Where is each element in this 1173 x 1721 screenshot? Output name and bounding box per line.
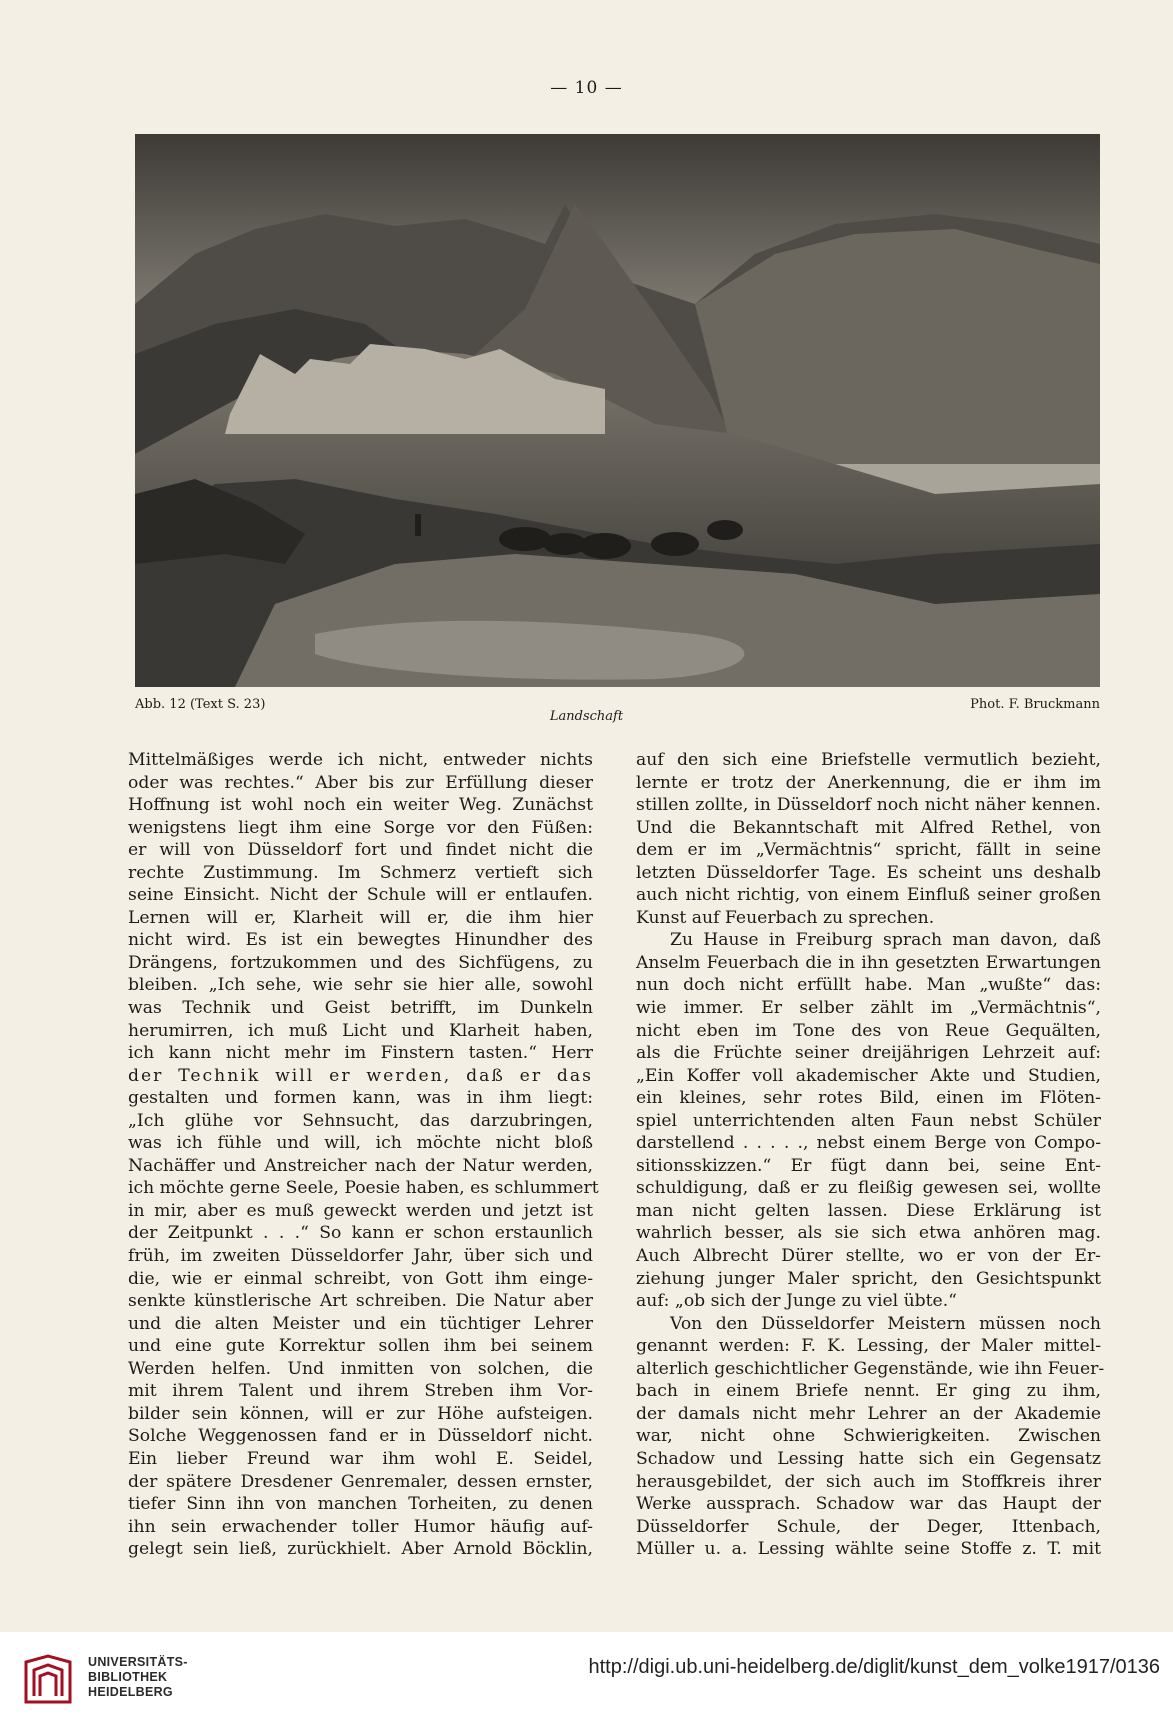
text-line: bilder sein können, will er zur Höhe aufsteigen. <box>128 1403 593 1424</box>
text-line: ich möchte gerne Seele, Poesie haben, es schlummert <box>128 1178 599 1199</box>
text-line: wenigstens liegt ihm eine Sorge vor den Füßen: <box>128 817 593 838</box>
page-number: — 10 — <box>550 78 623 98</box>
text-line: spiel unterrichtenden alten Faun nebst Schüler <box>636 1110 1101 1131</box>
text-line: Zu Hause in Freiburg sprach man davon, daß <box>670 930 1101 951</box>
text-line: nicht wird. Es ist ein bewegtes Hinundher des <box>128 930 593 951</box>
text-line: der Technik will er werden, daß er das <box>128 1065 593 1086</box>
library-footer <box>0 1632 1173 1721</box>
text-line: wahrlich besser, als sie sich etwa anhören mag. <box>636 1223 1101 1244</box>
text-line: stillen zollte, in Düsseldorf noch nicht näher kennen. <box>636 795 1101 816</box>
text-line: Kunst auf Feuerbach zu sprechen. <box>636 907 935 928</box>
text-line: genannt werden: F. K. Lessing, der Maler mittel- <box>636 1336 1101 1357</box>
text-line: bleiben. „Ich sehe, wie sehr sie hier alle, sowohl <box>128 975 593 996</box>
figure-caption-title: Landschaft <box>549 709 624 724</box>
source-url-link[interactable]: http://digi.ub.uni-heidelberg.de/diglit/kunst_dem_volke1917/0136 <box>588 1656 1160 1678</box>
text-line: ein kleines, sehr rotes Bild, einen im Flöten- <box>636 1088 1101 1109</box>
text-line: Mittelmäßiges werde ich nicht, entweder nichts <box>128 750 593 770</box>
text-line: lernte er trotz der Anerkennung, die er ihm im <box>636 772 1101 793</box>
text-line: Ein lieber Freund war ihm wohl E. Seidel, <box>128 1448 593 1469</box>
text-line: auf den sich eine Briefstelle vermutlich bezieht, <box>636 750 1101 770</box>
text-line: die, wie er einmal schreibt, von Gott ihm einge- <box>128 1268 593 1289</box>
figure-caption-label: Abb. 12 (Text S. 23) <box>135 697 266 712</box>
text-line: Müller u. a. Lessing wählte seine Stoffe z. T. mit <box>636 1539 1101 1560</box>
text-line: Werke aussprach. Schadow war das Haupt der <box>636 1494 1101 1515</box>
text-line: darstellend . . . . ., nebst einem Berge von Compo- <box>636 1133 1101 1154</box>
text-line: bach in einem Briefe nennt. Er ging zu ihm, <box>636 1381 1101 1402</box>
text-line: gelegt sein ließ, zurückhielt. Aber Arnold Böcklin, <box>128 1539 593 1560</box>
library-name-line: UNIVERSITÄTS- <box>88 1655 188 1669</box>
text-line: oder was rechtes.“ Aber bis zur Erfüllung dieser <box>128 772 593 793</box>
text-line: als die Früchte seiner dreijährigen Lehrzeit auf: <box>636 1043 1101 1064</box>
text-line: ich kann nicht mehr im Finstern tasten.“ Herr <box>128 1043 593 1064</box>
text-line: der Zeitpunkt . . .“ So kann er schon erstaunlich <box>128 1223 593 1244</box>
text-line: Nachäffer und Anstreicher nach der Natur werden, <box>128 1155 593 1176</box>
text-line: wie immer. Er selber zählt im „Vermächtnis“, <box>636 998 1101 1019</box>
text-line: in mir, aber es muß geweckt werden und jetzt ist <box>128 1200 593 1221</box>
text-line: nicht eben im Tone des von Reue Gequälten, <box>636 1020 1101 1041</box>
text-line: und eine gute Korrektur sollen ihm bei seinem <box>128 1336 593 1357</box>
text-line: alterlich geschichtlicher Gegenstände, wie ihn Feuer- <box>636 1358 1105 1379</box>
text-column-left <box>128 749 599 1561</box>
text-line: senkte künstlerische Art schreiben. Die Natur aber <box>128 1291 593 1312</box>
text-line: Solche Weggenossen fand er in Düsseldorf nicht. <box>128 1426 593 1447</box>
text-line: auch nicht richtig, von einem Einfluß seiner großen <box>636 885 1101 906</box>
text-line: ziehung junger Maler spricht, den Gesichtspunkt <box>636 1268 1101 1289</box>
text-line: Auch Albrecht Dürer stellte, wo er von der Er- <box>636 1246 1101 1267</box>
text-line: tiefer Sinn ihn von manchen Torheiten, zu denen <box>128 1494 593 1515</box>
university-library-logo-icon <box>22 1654 74 1706</box>
library-name-line: HEIDELBERG <box>88 1685 173 1699</box>
figure-caption-credit: Phot. F. Bruckmann <box>970 697 1100 712</box>
text-line: war, nicht ohne Schwierigkeiten. Zwischen <box>636 1426 1101 1447</box>
text-line: Hoffnung ist wohl noch ein weiter Weg. Zunächst <box>128 795 593 816</box>
text-line: der spätere Dresdener Genremaler, dessen ernster, <box>128 1471 593 1492</box>
text-line: herausgebildet, der sich auch im Stoffkreis ihrer <box>636 1471 1101 1492</box>
text-line: letzten Düsseldorfer Tage. Es scheint uns deshalb <box>636 862 1101 883</box>
text-line: Lernen will er, Klarheit will er, die ihm hier <box>128 907 593 928</box>
text-line: und die alten Meister und ein tüchtiger Lehrer <box>128 1313 593 1334</box>
text-line: früh, im zweiten Düsseldorfer Jahr, über sich und <box>128 1246 593 1267</box>
text-line: ihn sein erwachender toller Humor häufig auf- <box>128 1516 593 1537</box>
text-line: seine Einsicht. Nicht der Schule will er entlaufen. <box>128 885 593 906</box>
text-line: gestalten und formen kann, was in ihm liegt: <box>128 1088 593 1109</box>
text-line: Drängens, fortzukommen und des Sichfügens, zu <box>128 952 593 973</box>
text-line: auf: „ob sich der Junge zu viel übte.“ <box>636 1291 957 1312</box>
text-line: was Technik und Geist betrifft, im Dunkeln <box>128 998 593 1019</box>
text-line: Und die Bekanntschaft mit Alfred Rethel, von <box>636 817 1101 838</box>
text-line: Düsseldorfer Schule, der Deger, Ittenbach, <box>636 1516 1101 1537</box>
text-line: rechte Zustimmung. Im Schmerz vertieft sich <box>128 862 593 883</box>
text-line: er will von Düsseldorf fort und findet nicht die <box>128 840 593 861</box>
text-line: man nicht gelten lassen. Diese Erklärung ist <box>636 1200 1101 1221</box>
text-line: Von den Düsseldorfer Meistern müssen noch <box>670 1313 1101 1334</box>
text-line: Werden helfen. Und inmitten von solchen, die <box>128 1358 593 1379</box>
text-line: „Ich glühe vor Sehnsucht, das darzubringen, <box>128 1110 593 1131</box>
text-line: was ich fühle und will, ich möchte nicht bloß <box>128 1133 593 1154</box>
text-column-right <box>636 749 1105 1561</box>
text-line: dem er im „Vermächtnis“ spricht, fällt in seine <box>636 840 1101 861</box>
text-line: herumirren, ich muß Licht und Klarheit haben, <box>128 1020 593 1041</box>
text-line: schuldigung, daß er zu fleißig gewesen sei, wollte <box>636 1178 1101 1199</box>
library-name[interactable] <box>88 1655 188 1700</box>
text-line: Anselm Feuerbach die in ihn gesetzten Erwartungen <box>636 952 1101 973</box>
text-line: nun doch nicht erfüllt habe. Man „wußte“ das: <box>636 975 1101 996</box>
text-line: „Ein Koffer voll akademischer Akte und Studien, <box>636 1065 1101 1086</box>
text-line: der damals nicht mehr Lehrer an der Akademie <box>636 1403 1101 1424</box>
library-name-line: BIBLIOTHEK <box>88 1670 168 1684</box>
text-line: sitionsskizzen.“ Er fügt dann bei, seine Ent- <box>636 1155 1101 1176</box>
text-line: mit ihrem Talent und ihrem Streben ihm Vor- <box>128 1381 593 1402</box>
text-line: Schadow und Lessing hatte sich ein Gegensatz <box>636 1448 1101 1469</box>
landscape-painting <box>135 134 1100 687</box>
